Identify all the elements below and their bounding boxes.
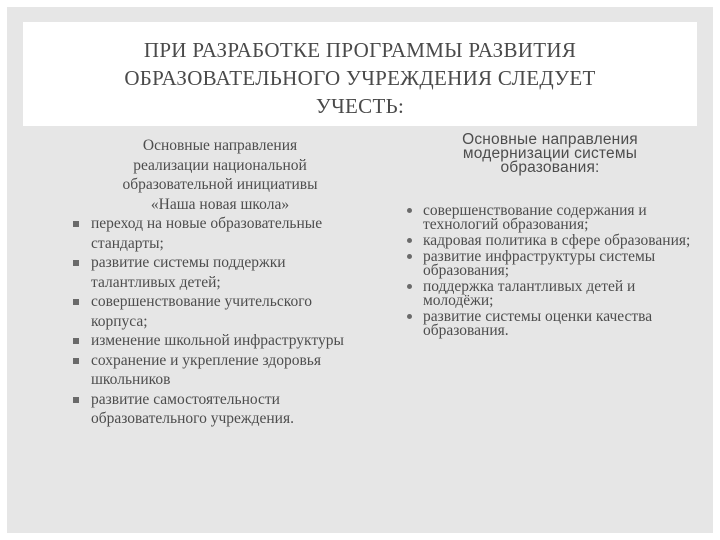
heading-line: Основные направления [142, 137, 298, 154]
square-bullet-icon [73, 299, 79, 305]
list-item [70, 214, 370, 253]
square-bullet-icon [73, 221, 79, 227]
title-line: ПРИ РАЗРАБОТКЕ ПРОГРАММЫ РАЗВИТИЯ [143, 38, 577, 62]
title-line: ОБРАЗОВАТЕЛЬНОГО УЧРЕЖДЕНИЯ СЛЕДУЕТ [124, 66, 596, 90]
title-line: УЧЕСТЬ: [315, 94, 405, 118]
list-item-text: развитие системы оценки качества образования. [423, 308, 653, 339]
list-item-text: совершенствование содержания и технологий образования; [423, 202, 647, 233]
heading-line: реализации национальной [133, 156, 307, 174]
list-item [405, 310, 695, 338]
list-item-text: изменение школьной инфраструктуры [91, 332, 344, 349]
heading-line: образовательной инициативы [122, 176, 318, 193]
list-item [70, 292, 370, 331]
left-column [70, 136, 370, 429]
list-item [405, 234, 695, 248]
right-column [405, 133, 695, 340]
list-item-text: кадровая политика в сфере образования; [423, 232, 691, 249]
round-bullet-icon [407, 284, 412, 289]
left-column-list [70, 214, 370, 429]
square-bullet-icon [73, 397, 79, 403]
title-box [23, 22, 697, 126]
round-bullet-icon [407, 208, 412, 213]
list-item [405, 280, 695, 308]
heading-line: образования: [500, 159, 600, 176]
list-item [405, 204, 695, 232]
list-item-text: развитие инфраструктуры системы образования; [423, 248, 656, 279]
list-item-text: развитие самостоятельности образовательного учреждения. [91, 390, 294, 427]
heading-line: «Наша новая школа» [150, 195, 290, 213]
list-item [70, 351, 370, 390]
list-item [70, 253, 370, 292]
list-item-text: совершенствование учительского корпуса; [91, 293, 312, 330]
list-item-text: развитие системы поддержки талантливых детей; [91, 254, 286, 291]
heading-line: Основные направления [462, 131, 638, 148]
slide-title [23, 36, 697, 120]
round-bullet-icon [407, 314, 412, 319]
left-column-heading [70, 136, 370, 214]
round-bullet-icon [407, 254, 412, 259]
list-item [70, 331, 370, 351]
square-bullet-icon [73, 260, 79, 266]
list-item-text: поддержка талантливых детей и молодёжи; [423, 278, 636, 309]
list-item-text: сохранение и укрепление здоровья школьников [91, 351, 321, 388]
heading-line: модернизации системы [462, 145, 638, 162]
list-item [405, 250, 695, 278]
list-item [70, 390, 370, 429]
round-bullet-icon [407, 238, 412, 243]
square-bullet-icon [73, 338, 79, 344]
list-item-text: переход на новые образовательные стандарты; [91, 215, 323, 252]
square-bullet-icon [73, 358, 79, 364]
right-column-heading [405, 133, 695, 175]
right-column-list [405, 204, 695, 338]
